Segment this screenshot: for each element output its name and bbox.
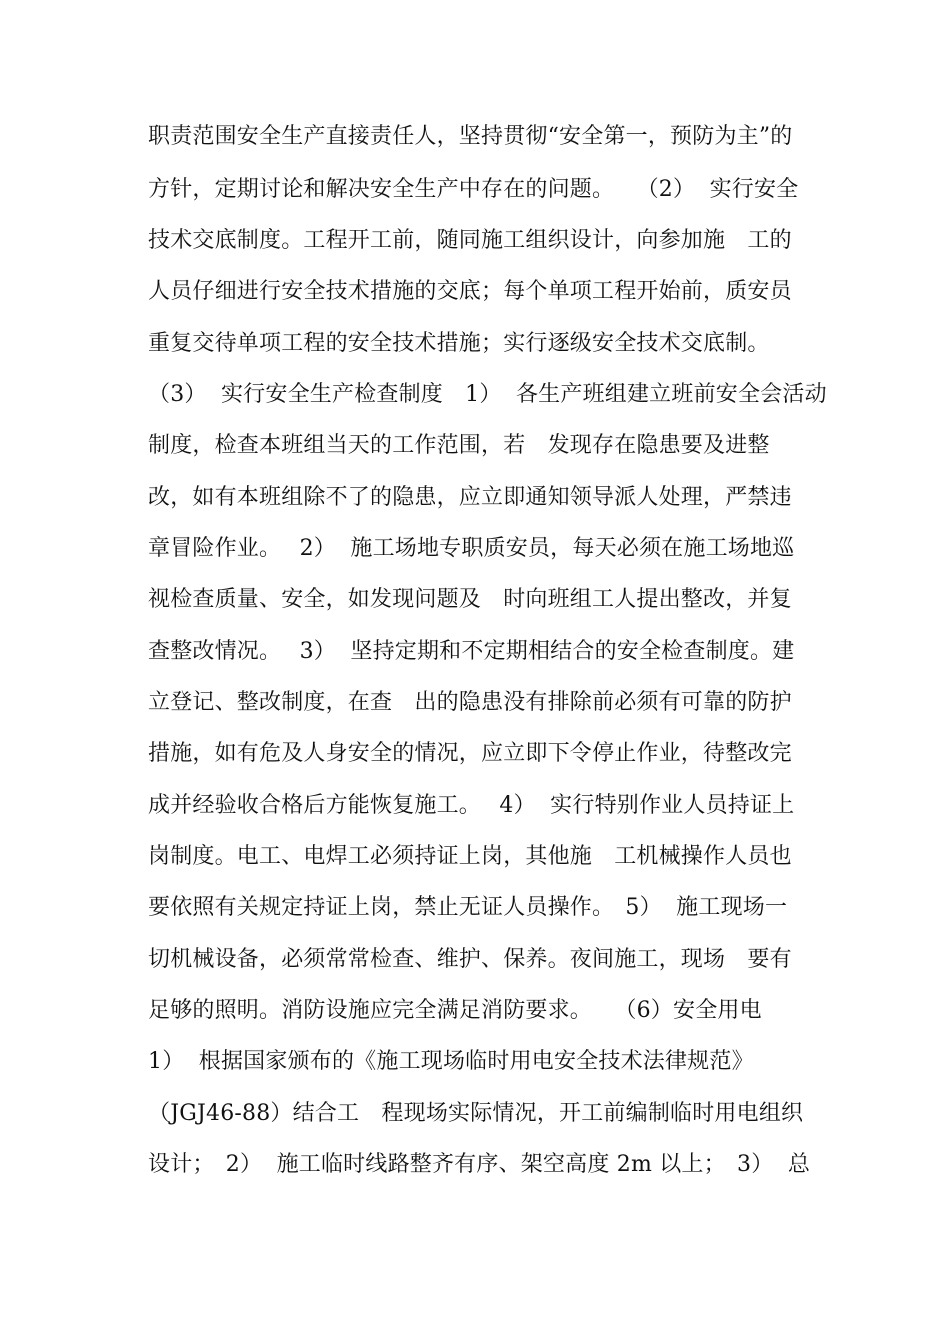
text-line: 切机械设备，必须常常检查、维护、保养。夜间施工，现场 要有 <box>148 947 792 972</box>
text-line: 设计； 2） 施工临时线路整齐有序、架空高度 2m 以上； 3） 总 <box>148 1152 811 1177</box>
text-line: 技术交底制度。工程开工前，随同施工组织设计，向参加施 工的 <box>148 228 792 253</box>
text-line: 立登记、整改制度，在查 出的隐患没有排除前必须有可靠的防护 <box>148 690 792 715</box>
text-line: 岗制度。电工、电焊工必须持证上岗，其他施 工机械操作人员也 <box>148 844 792 869</box>
text-line: 重复交待单项工程的安全技术措施；实行逐级安全技术交底制。 <box>148 331 770 356</box>
text-line: 措施，如有危及人身安全的情况，应立即下令停止作业，待整改完 <box>148 741 792 766</box>
text-line: 成并经验收合格后方能恢复施工。 4） 实行特别作业人员持证上 <box>148 793 795 818</box>
text-line: 1） 根据国家颁布的《施工现场临时用电安全技术法律规范》 <box>148 1049 754 1074</box>
text-line: 改，如有本班组除不了的隐患，应立即通知领导派人处理，严禁违 <box>148 485 792 510</box>
text-line: 职责范围安全生产直接责任人，坚持贯彻“安全第一，预防为主”的 <box>148 124 793 149</box>
text-line: 制度，检查本班组当天的工作范围，若 发现存在隐患要及进整 <box>148 433 770 458</box>
text-line: 查整改情况。 3） 坚持定期和不定期相结合的安全检查制度。建 <box>148 639 795 664</box>
text-line: （3） 实行安全生产检查制度 1） 各生产班组建立班前安全会活动 <box>148 382 827 407</box>
text-line: 要依照有关规定持证上岗，禁止无证人员操作。 5） 施工现场一 <box>148 895 788 920</box>
text-line: （JGJ46-88）结合工 程现场实际情况，开工前编制临时用电组织 <box>148 1101 804 1126</box>
text-line: 方针，定期讨论和解决安全生产中存在的问题。 （2） 实行安全 <box>148 177 799 202</box>
text-line: 章冒险作业。 2） 施工场地专职质安员，每天必须在施工场地巡 <box>148 536 795 561</box>
text-line: 足够的照明。消防设施应完全满足消防要求。 （6）安全用电 <box>148 998 762 1023</box>
text-line: 人员仔细进行安全技术措施的交底；每个单项工程开始前，质安员 <box>148 279 792 304</box>
text-line: 视检查质量、安全，如发现问题及 时向班组工人提出整改，并复 <box>148 587 792 612</box>
